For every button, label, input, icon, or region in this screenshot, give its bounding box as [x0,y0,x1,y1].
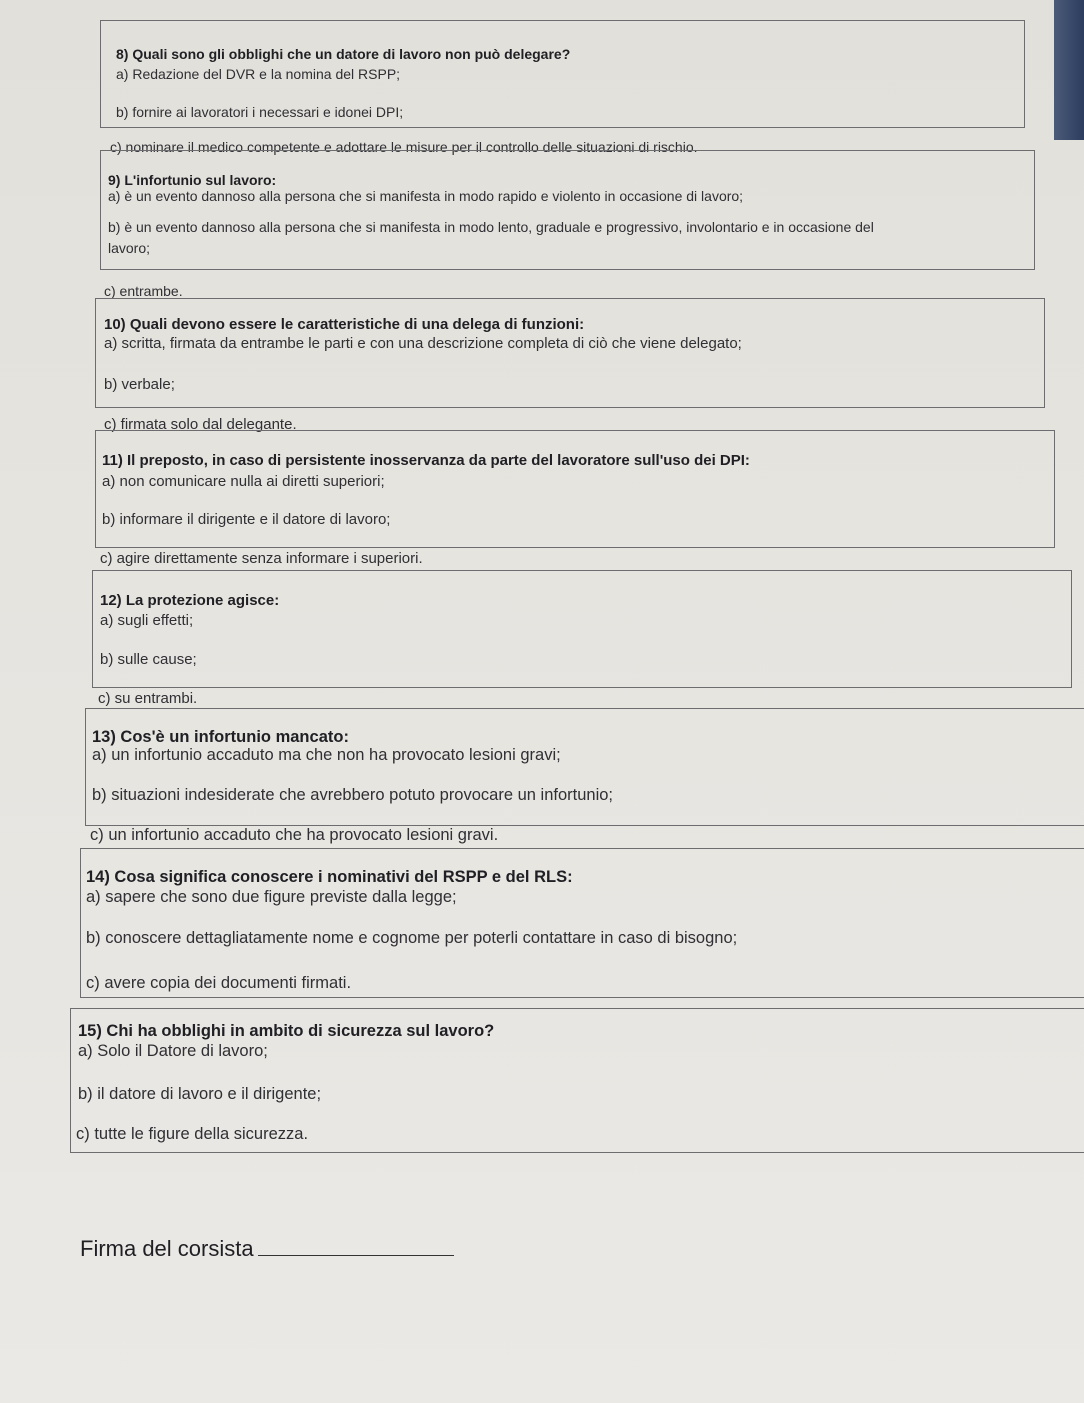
question-13-title: 13) Cos'è un infortunio mancato: [92,728,349,746]
background-edge [1054,0,1084,140]
question-13-answer-c: c) un infortunio accaduto che ha provocato lesioni gravi. [90,826,499,844]
question-15-answer-b: b) il datore di lavoro e il dirigente; [78,1085,322,1103]
question-14-title: 14) Cosa significa conoscere i nominativi del RSPP e del RLS: [86,868,573,886]
question-9-title: 9) L'infortunio sul lavoro: [108,172,277,188]
question-13-answer-a: a) un infortunio accaduto ma che non ha provocato lesioni gravi; [92,746,561,764]
question-9-answer-c: c) entrambe. [104,283,183,299]
question-9-box [100,150,1035,270]
question-13-answer-b: b) situazioni indesiderate che avrebbero potuto provocare un infortunio; [92,786,613,804]
signature-line[interactable] [258,1237,454,1256]
question-10-answer-c: c) firmata solo dal delegante. [104,416,297,433]
question-11-answer-b: b) informare il dirigente e il datore di lavoro; [102,511,391,528]
question-9-answer-a: a) è un evento dannoso alla persona che si manifesta in modo rapido e violento in occasione di lavoro; [108,188,744,204]
question-11-title: 11) Il preposto, in caso di persistente inosservanza da parte del lavoratore sull'uso dei DPI: [102,452,750,469]
question-10-title: 10) Quali devono essere le caratteristiche di una delega di funzioni: [104,316,585,333]
signature-field [80,1236,454,1262]
question-12-answer-a: a) sugli effetti; [100,612,194,629]
question-12-title: 12) La protezione agisce: [100,592,280,609]
question-15-answer-a: a) Solo il Datore di lavoro; [78,1042,268,1060]
question-15-title: 15) Chi ha obblighi in ambito di sicurezza sul lavoro? [78,1022,495,1040]
question-9-answer-b-line2: lavoro; [108,240,151,256]
question-14-answer-a: a) sapere che sono due figure previste dalla legge; [86,888,457,906]
question-15-answer-c: c) tutte le figure della sicurezza. [76,1125,309,1143]
question-14-answer-b: b) conoscere dettagliatamente nome e cognome per poterli contattare in caso di bisogno; [86,929,738,947]
question-10-answer-a: a) scritta, firmata da entrambe le parti e con una descrizione completa di ciò che viene delegato; [104,335,742,352]
question-10-box [95,298,1045,408]
question-10-answer-b: b) verbale; [104,376,175,393]
question-11-answer-a: a) non comunicare nulla ai diretti superiori; [102,473,385,490]
question-12-answer-c: c) su entrambi. [98,690,198,707]
question-8-answer-b: b) fornire ai lavoratori i necessari e idonei DPI; [116,104,404,120]
question-12-box [92,570,1072,688]
question-8-answer-c: c) nominare il medico competente e adottare le misure per il controllo delle situazioni di rischio. [110,139,698,155]
question-14-answer-c: c) avere copia dei documenti firmati. [86,974,352,992]
question-9-answer-b-line1: b) è un evento dannoso alla persona che si manifesta in modo lento, graduale e progressivo, involontario e in occasione del [108,219,874,235]
question-12-answer-b: b) sulle cause; [100,651,197,668]
question-8-answer-a: a) Redazione del DVR e la nomina del RSPP; [116,66,401,82]
question-8-title: 8) Quali sono gli obblighi che un datore di lavoro non può delegare? [116,46,571,62]
question-13-box [85,708,1084,826]
question-11-answer-c: c) agire direttamente senza informare i superiori. [100,550,423,567]
signature-label: Firma del corsista [80,1236,254,1261]
